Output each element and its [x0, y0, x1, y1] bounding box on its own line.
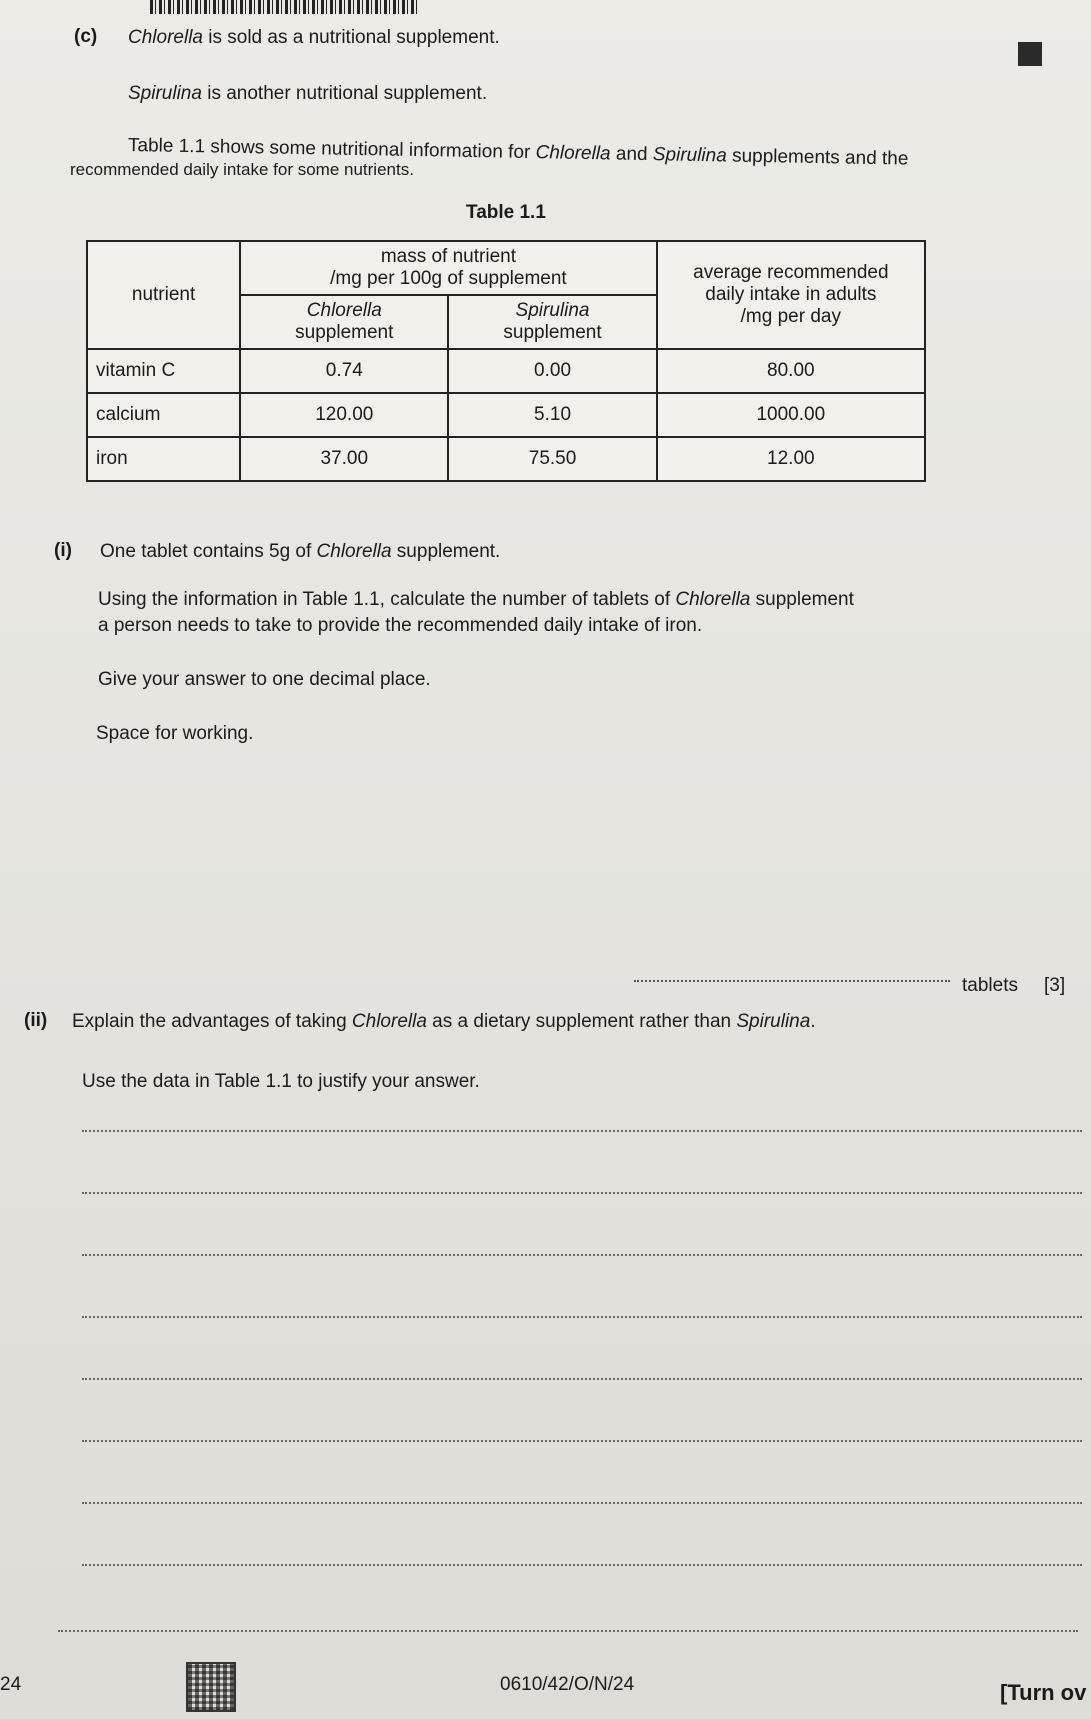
writing-line[interactable]: [82, 1130, 1082, 1132]
header-chlorella: Chlorella supplement: [240, 295, 448, 349]
intro-line-1: Chlorella is sold as a nutritional supplement.: [128, 27, 500, 48]
tablet-statement: One tablet contains 5g of Chlorella supplement.: [100, 541, 501, 562]
header-intake: average recommended daily intake in adults /mg per day: [657, 241, 925, 349]
writing-line[interactable]: [82, 1316, 1082, 1318]
top-barcode: [150, 0, 420, 14]
question-label-ii: (ii): [24, 1010, 48, 1031]
answer-line-tablets[interactable]: [634, 980, 950, 982]
cell-chlorella: 37.00: [240, 437, 448, 481]
table-row: [87, 349, 925, 393]
table-header-row-1: [87, 241, 925, 295]
question-i-line-2: a person needs to take to provide the recommended daily intake of iron.: [98, 615, 703, 636]
cell-chlorella: 0.74: [240, 349, 448, 393]
working-space-label: Space for working.: [96, 723, 254, 744]
question-label-i: (i): [54, 540, 72, 561]
cell-intake: 1000.00: [657, 393, 925, 437]
corner-registration-mark: [1018, 42, 1042, 66]
writing-line[interactable]: [82, 1440, 1082, 1442]
intro-line-2: Spirulina is another nutritional supplement.: [128, 83, 488, 104]
qr-code-icon: [186, 1662, 236, 1712]
paper-code: 0610/42/O/N/24: [500, 1674, 635, 1695]
writing-line[interactable]: [58, 1630, 1078, 1632]
cell-spirulina: 5.10: [448, 393, 656, 437]
header-spirulina: Spirulina supplement: [448, 295, 656, 349]
intro-line-3: Table 1.1 shows some nutritional information for Chlorella and Spirulina supplements and the: [127, 135, 909, 170]
writing-line[interactable]: [82, 1254, 1082, 1256]
header-mass: mass of nutrient /mg per 100g of supplement: [240, 241, 656, 295]
cell-nutrient: iron: [87, 437, 240, 481]
cell-nutrient: vitamin C: [87, 349, 240, 393]
writing-line[interactable]: [82, 1502, 1082, 1504]
cell-spirulina: 0.00: [448, 349, 656, 393]
cell-intake: 80.00: [657, 349, 925, 393]
cell-nutrient: calcium: [87, 393, 240, 437]
question-i-line-1: Using the information in Table 1.1, calculate the number of tablets of Chlorella supplement: [98, 589, 854, 610]
page-number: 24: [0, 1674, 22, 1695]
cell-spirulina: 75.50: [448, 437, 656, 481]
table-caption: Table 1.1: [466, 202, 546, 223]
question-ii-line-1: Explain the advantages of taking Chlorella as a dietary supplement rather than Spirulina.: [72, 1011, 816, 1032]
marks-i: [3]: [1044, 975, 1066, 996]
intro-line-4: recommended daily intake for some nutrients.: [70, 160, 414, 179]
answer-unit: tablets: [962, 975, 1018, 996]
cell-intake: 12.00: [657, 437, 925, 481]
writing-line[interactable]: [82, 1192, 1082, 1194]
header-nutrient: nutrient: [87, 241, 240, 349]
question-label-c: (c): [74, 26, 98, 47]
table-row: [87, 437, 925, 481]
turn-over-label: [Turn ov: [1000, 1680, 1087, 1705]
cell-chlorella: 120.00: [240, 393, 448, 437]
question-i-line-3: Give your answer to one decimal place.: [98, 669, 431, 690]
writing-line[interactable]: [82, 1564, 1082, 1566]
table-row: [87, 393, 925, 437]
nutrient-table: [86, 240, 926, 482]
question-ii-line-2: Use the data in Table 1.1 to justify your answer.: [82, 1071, 480, 1092]
writing-line[interactable]: [82, 1378, 1082, 1380]
